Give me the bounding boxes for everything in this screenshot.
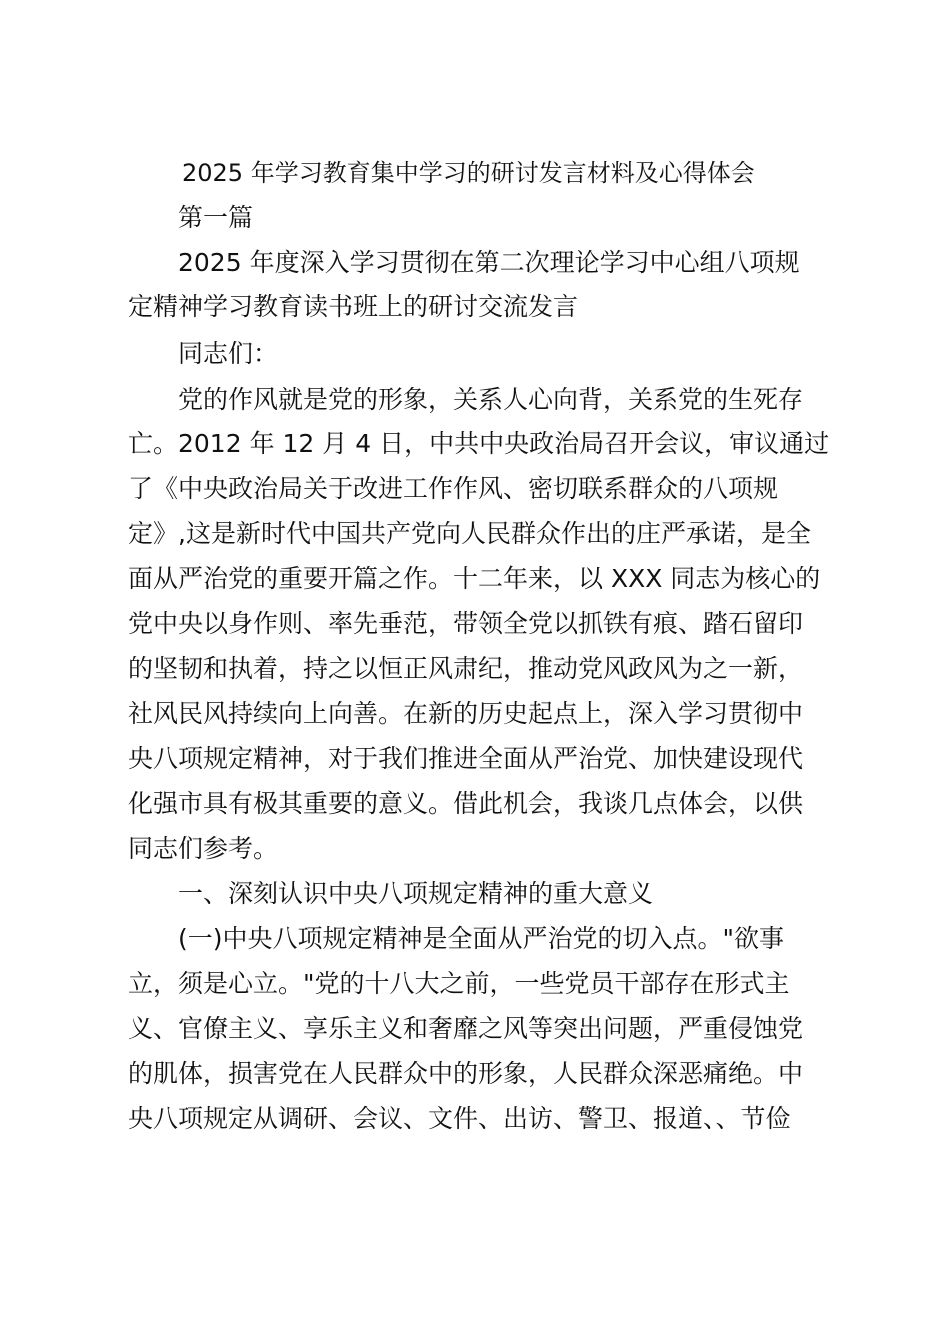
greeting: 同志们： [178, 339, 279, 368]
paragraph-line: 亡。2012 年 12 月 4 日，中共中央政治局召开会议，审议通过 [128, 429, 830, 458]
paragraph-line: 同志们参考。 [128, 834, 279, 863]
paragraph-line: 央八项规定从调研、会议、文件、出访、警卫、报道、、节俭 [128, 1104, 791, 1133]
paragraph-line: 党中央以身作则、率先垂范，带领全党以抓铁有痕、踏石留印 [128, 609, 804, 638]
document-title: 2025 年学习教育集中学习的研讨发言材料及心得体会 [182, 159, 755, 187]
section-heading: 一、深刻认识中央八项规定精神的重大意义 [178, 879, 654, 908]
paragraph-line: 立，须是心立。"党的十八大之前，一些党员干部存在形式主 [128, 969, 790, 998]
heading-line-2: 定精神学习教育读书班上的研讨交流发言 [128, 292, 579, 321]
paragraph-line: 的坚韧和执着，持之以恒正风肃纪，推动党风政风为之一新， [128, 654, 804, 683]
paragraph-line: 央八项规定精神，对于我们推进全面从严治党、加快建设现代 [128, 744, 804, 773]
heading-line-1: 2025 年度深入学习贯彻在第二次理论学习中心组八项规 [178, 248, 800, 277]
paragraph-line: 定》,这是新时代中国共产党向人民群众作出的庄严承诺，是全 [128, 519, 811, 548]
paragraph-line: 了《中央政治局关于改进工作作风、密切联系群众的八项规 [128, 474, 779, 503]
chapter-label: 第一篇 [178, 203, 254, 232]
paragraph-line: 化强市具有极其重要的意义。借此机会，我谈几点体会，以供 [128, 789, 804, 818]
paragraph-line: 党的作风就是党的形象，关系人心向背，关系党的生死存 [178, 385, 804, 414]
paragraph-line: 面从严治党的重要开篇之作。十二年来，以 XXX 同志为核心的 [128, 564, 821, 593]
paragraph-line: 义、官僚主义、享乐主义和奢靡之风等突出问题，严重侵蚀党 [128, 1014, 804, 1043]
paragraph-line: 社风民风持续向上向善。在新的历史起点上，深入学习贯彻中 [128, 699, 804, 728]
paragraph-line: 的肌体，损害党在人民群众中的形象，人民群众深恶痛绝。中 [128, 1059, 804, 1088]
paragraph-line: (一)中央八项规定精神是全面从严治党的切入点。"欲事 [178, 924, 785, 953]
